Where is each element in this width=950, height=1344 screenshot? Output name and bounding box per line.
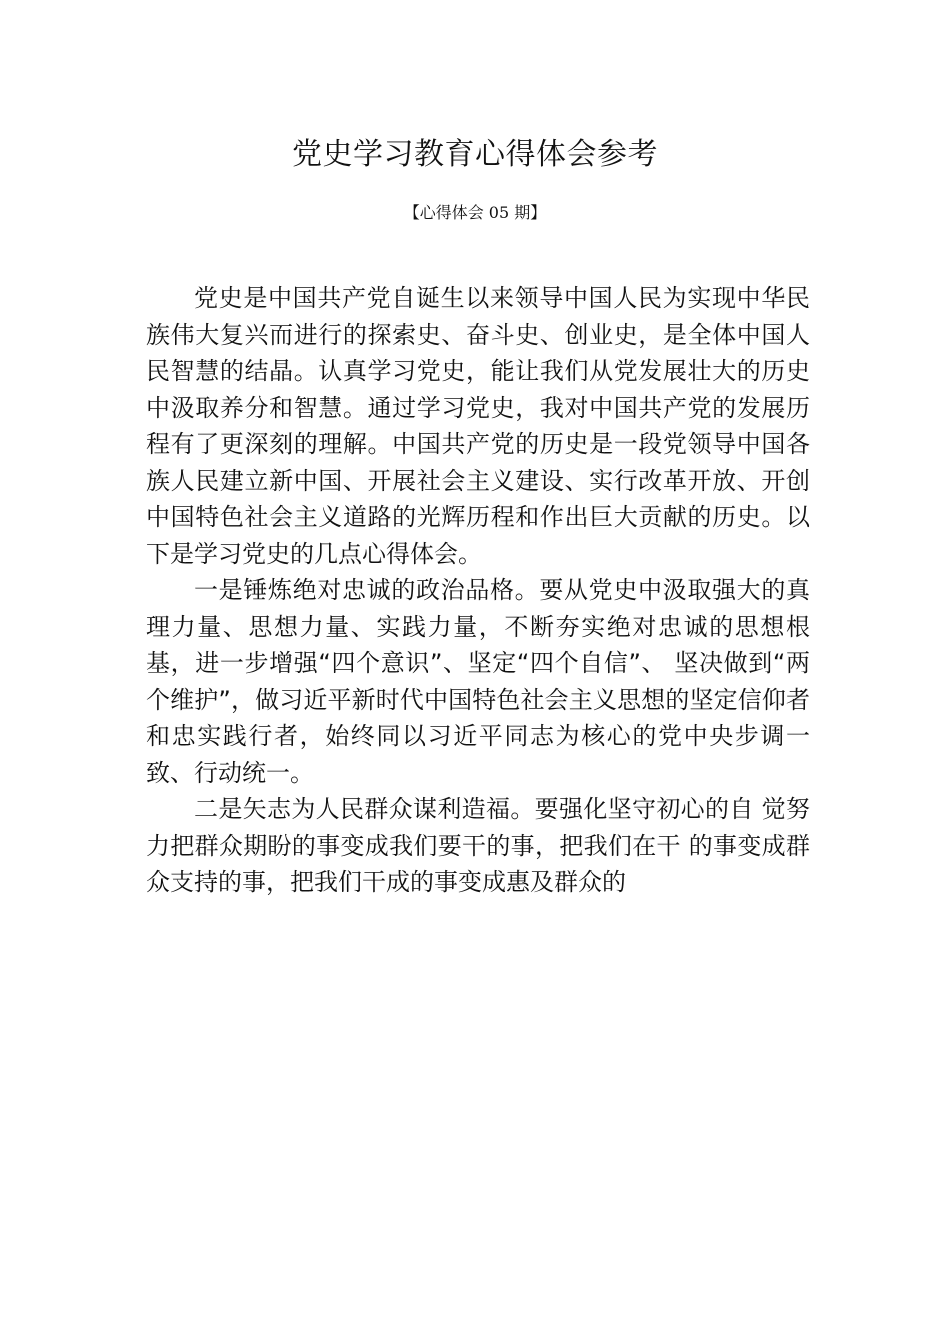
paragraph-point-one: 一是锤炼绝对忠诚的政治品格。要从党史中汲取强大的真理力量、思想力量、实践力量，不断夯实绝对忠诚的思想根基，进一步增强“四个意识”、坚定“四个自信”、 坚决做到“两个维护”，做习近平新时代中国特色社会主义思想的坚定信仰者和忠实践行者，始终同以习近平同志为核心的党中央步调一致、行动统一。 xyxy=(146,576,810,787)
document-title: 党史学习教育心得体会参考 xyxy=(292,137,658,172)
paragraph-point-two: 二是矢志为人民群众谋利造福。要强化坚守初心的自 觉努力把群众期盼的事变成我们要干的事，把我们在干 的事变成群众支持的事，把我们干成的事变成惠及群众的 xyxy=(146,795,810,896)
document-body xyxy=(146,280,810,901)
document-subtitle: 【心得体会 05 期】 xyxy=(403,203,547,222)
paragraph-intro: 党史是中国共产党自诞生以来领导中国人民为实现中华民族伟大复兴而进行的探索史、奋斗史、创业史，是全体中国人民智慧的结晶。认真学习党史，能让我们从党发展壮大的历史中汲取养分和智慧。通过学习党史，我对中国共产党的发展历程有了更深刻的理解。中国共产党的历史是一段党领导中国各族人民建立新中国、开展社会主义建设、实行改革开放、开创中国特色社会主义道路的光辉历程和作出巨大贡献的历史。以下是学习党史的几点心得体会。 xyxy=(146,284,810,568)
